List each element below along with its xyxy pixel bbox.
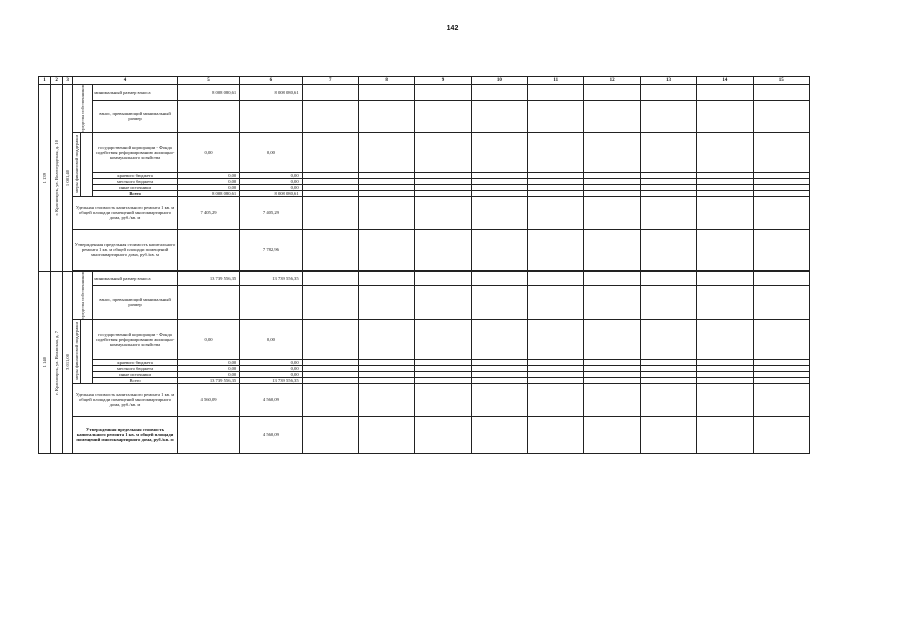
value-cell: 0,00 bbox=[177, 371, 239, 377]
value-cell: 0,00 bbox=[177, 319, 239, 359]
row-label: краевого бюджета bbox=[93, 359, 178, 365]
source-funds-label: средства собственников bbox=[80, 85, 86, 132]
table-row bbox=[39, 196, 810, 229]
col-header: 2 bbox=[51, 77, 63, 85]
row-number: 1 139 bbox=[42, 172, 47, 184]
table-row bbox=[39, 100, 810, 132]
col-header: 4 bbox=[73, 77, 178, 85]
address: г. Красноярск, ул. Волгоградская, д. 10 bbox=[54, 140, 60, 216]
row-label: Удельная стоимость капитального ремонта 1 кв. м общей площади помещений многоквартирного дома, руб./кв. м bbox=[73, 383, 178, 416]
value-cell: 4 560,09 bbox=[240, 383, 302, 416]
capital-repair-table bbox=[38, 76, 810, 454]
row-label: взнос, превышающий минимальный размер bbox=[93, 100, 178, 132]
col-header: 12 bbox=[584, 77, 640, 85]
col-header: 7 bbox=[302, 77, 358, 85]
row-label: краевого бюджета bbox=[93, 172, 178, 178]
value-cell: 0,00 bbox=[177, 172, 239, 178]
table-row bbox=[39, 271, 810, 285]
value-cell: 4 560,09 bbox=[240, 416, 302, 453]
value-cell: 7 405,29 bbox=[240, 196, 302, 229]
row-label: государственной корпорации - Фонда содействия реформированию жилищно-коммунального хозяйства bbox=[93, 319, 178, 359]
row-label: минимальный размер взноса bbox=[93, 85, 178, 101]
col-header: 14 bbox=[697, 77, 753, 85]
source-funds-label: средства собственников bbox=[80, 271, 86, 319]
value-cell: 0,00 bbox=[240, 178, 302, 184]
row-label: минимальный размер взноса bbox=[93, 271, 178, 285]
header-row bbox=[39, 77, 810, 85]
col-header: 11 bbox=[528, 77, 584, 85]
value-cell: 0,00 bbox=[240, 371, 302, 377]
value-cell: 4 560,09 bbox=[177, 383, 239, 416]
area: 1 081,40 bbox=[65, 169, 71, 186]
value-cell: 13 739 556,35 bbox=[177, 377, 239, 383]
row-label: Утвержденная предельная стоимость капитального ремонта 1 кв. м общей площади помещений многоквартирного дома, руб./кв. м bbox=[73, 416, 178, 453]
row-label: Всего bbox=[93, 377, 178, 383]
table-row bbox=[39, 383, 810, 416]
value-cell: 8 008 080,61 bbox=[177, 85, 239, 101]
area: 3 011,00 bbox=[65, 354, 71, 371]
table-row bbox=[39, 285, 810, 319]
value-cell: 13 739 556,35 bbox=[240, 377, 302, 383]
row-label: местного бюджета bbox=[93, 365, 178, 371]
value-cell: 0,00 bbox=[240, 172, 302, 178]
value-cell: 0,00 bbox=[240, 319, 302, 359]
col-header: 1 bbox=[39, 77, 51, 85]
table-row bbox=[39, 416, 810, 453]
value-cell: 13 739 556,35 bbox=[240, 271, 302, 285]
value-cell: 7 405,29 bbox=[177, 196, 239, 229]
value-cell: 7 782,96 bbox=[240, 229, 302, 270]
table-row bbox=[39, 85, 810, 101]
value-cell: 0,00 bbox=[177, 365, 239, 371]
value-cell: 0,00 bbox=[240, 132, 302, 172]
address: г. Красноярск, ул. Волжская, д. 7 bbox=[54, 330, 60, 395]
value-cell: 0,00 bbox=[240, 359, 302, 365]
col-header: 3 bbox=[63, 77, 73, 85]
col-header: 13 bbox=[640, 77, 696, 85]
financial-support-label: меры финансовой поддержки bbox=[74, 135, 80, 194]
value-cell: 0,00 bbox=[177, 359, 239, 365]
value-cell: 8 008 080,61 bbox=[177, 190, 239, 196]
value-cell: 8 008 080,61 bbox=[240, 85, 302, 101]
value-cell: 0,00 bbox=[240, 184, 302, 190]
row-label: иные источники bbox=[93, 184, 178, 190]
table-row bbox=[39, 319, 810, 359]
col-header: 9 bbox=[415, 77, 471, 85]
row-label: государственной корпорации - Фонда содействия реформированию жилищно-коммунального хозяйства bbox=[93, 132, 178, 172]
col-header: 15 bbox=[753, 77, 810, 85]
row-label: Удельная стоимость капитального ремонта 1 кв. м общей площади помещений многоквартирного дома, руб./кв. м bbox=[73, 196, 178, 229]
financial-support-label: меры финансовой поддержки bbox=[74, 322, 80, 381]
col-header: 10 bbox=[471, 77, 527, 85]
row-label: местного бюджета bbox=[93, 178, 178, 184]
table-row bbox=[39, 229, 810, 270]
value-cell: 0,00 bbox=[177, 184, 239, 190]
value-cell: 0,00 bbox=[177, 132, 239, 172]
value-cell: 0,00 bbox=[240, 365, 302, 371]
row-label: Утвержденная предельная стоимость капитального ремонта 1 кв. м общей площади помещений многоквартирного дома, руб./кв. м bbox=[73, 229, 178, 270]
row-label: иные источники bbox=[93, 371, 178, 377]
row-number: 1 140 bbox=[42, 357, 47, 368]
row-label: Всего bbox=[93, 190, 178, 196]
value-cell: 13 739 556,35 bbox=[177, 271, 239, 285]
page-number: 142 bbox=[446, 25, 459, 32]
row-label: взнос, превышающий минимальный размер bbox=[93, 285, 178, 319]
value-cell: 0,00 bbox=[177, 178, 239, 184]
value-cell: 8 008 080,61 bbox=[240, 190, 302, 196]
table-row bbox=[39, 132, 810, 172]
col-header: 5 bbox=[177, 77, 239, 85]
col-header: 8 bbox=[358, 77, 414, 85]
col-header: 6 bbox=[240, 77, 302, 85]
